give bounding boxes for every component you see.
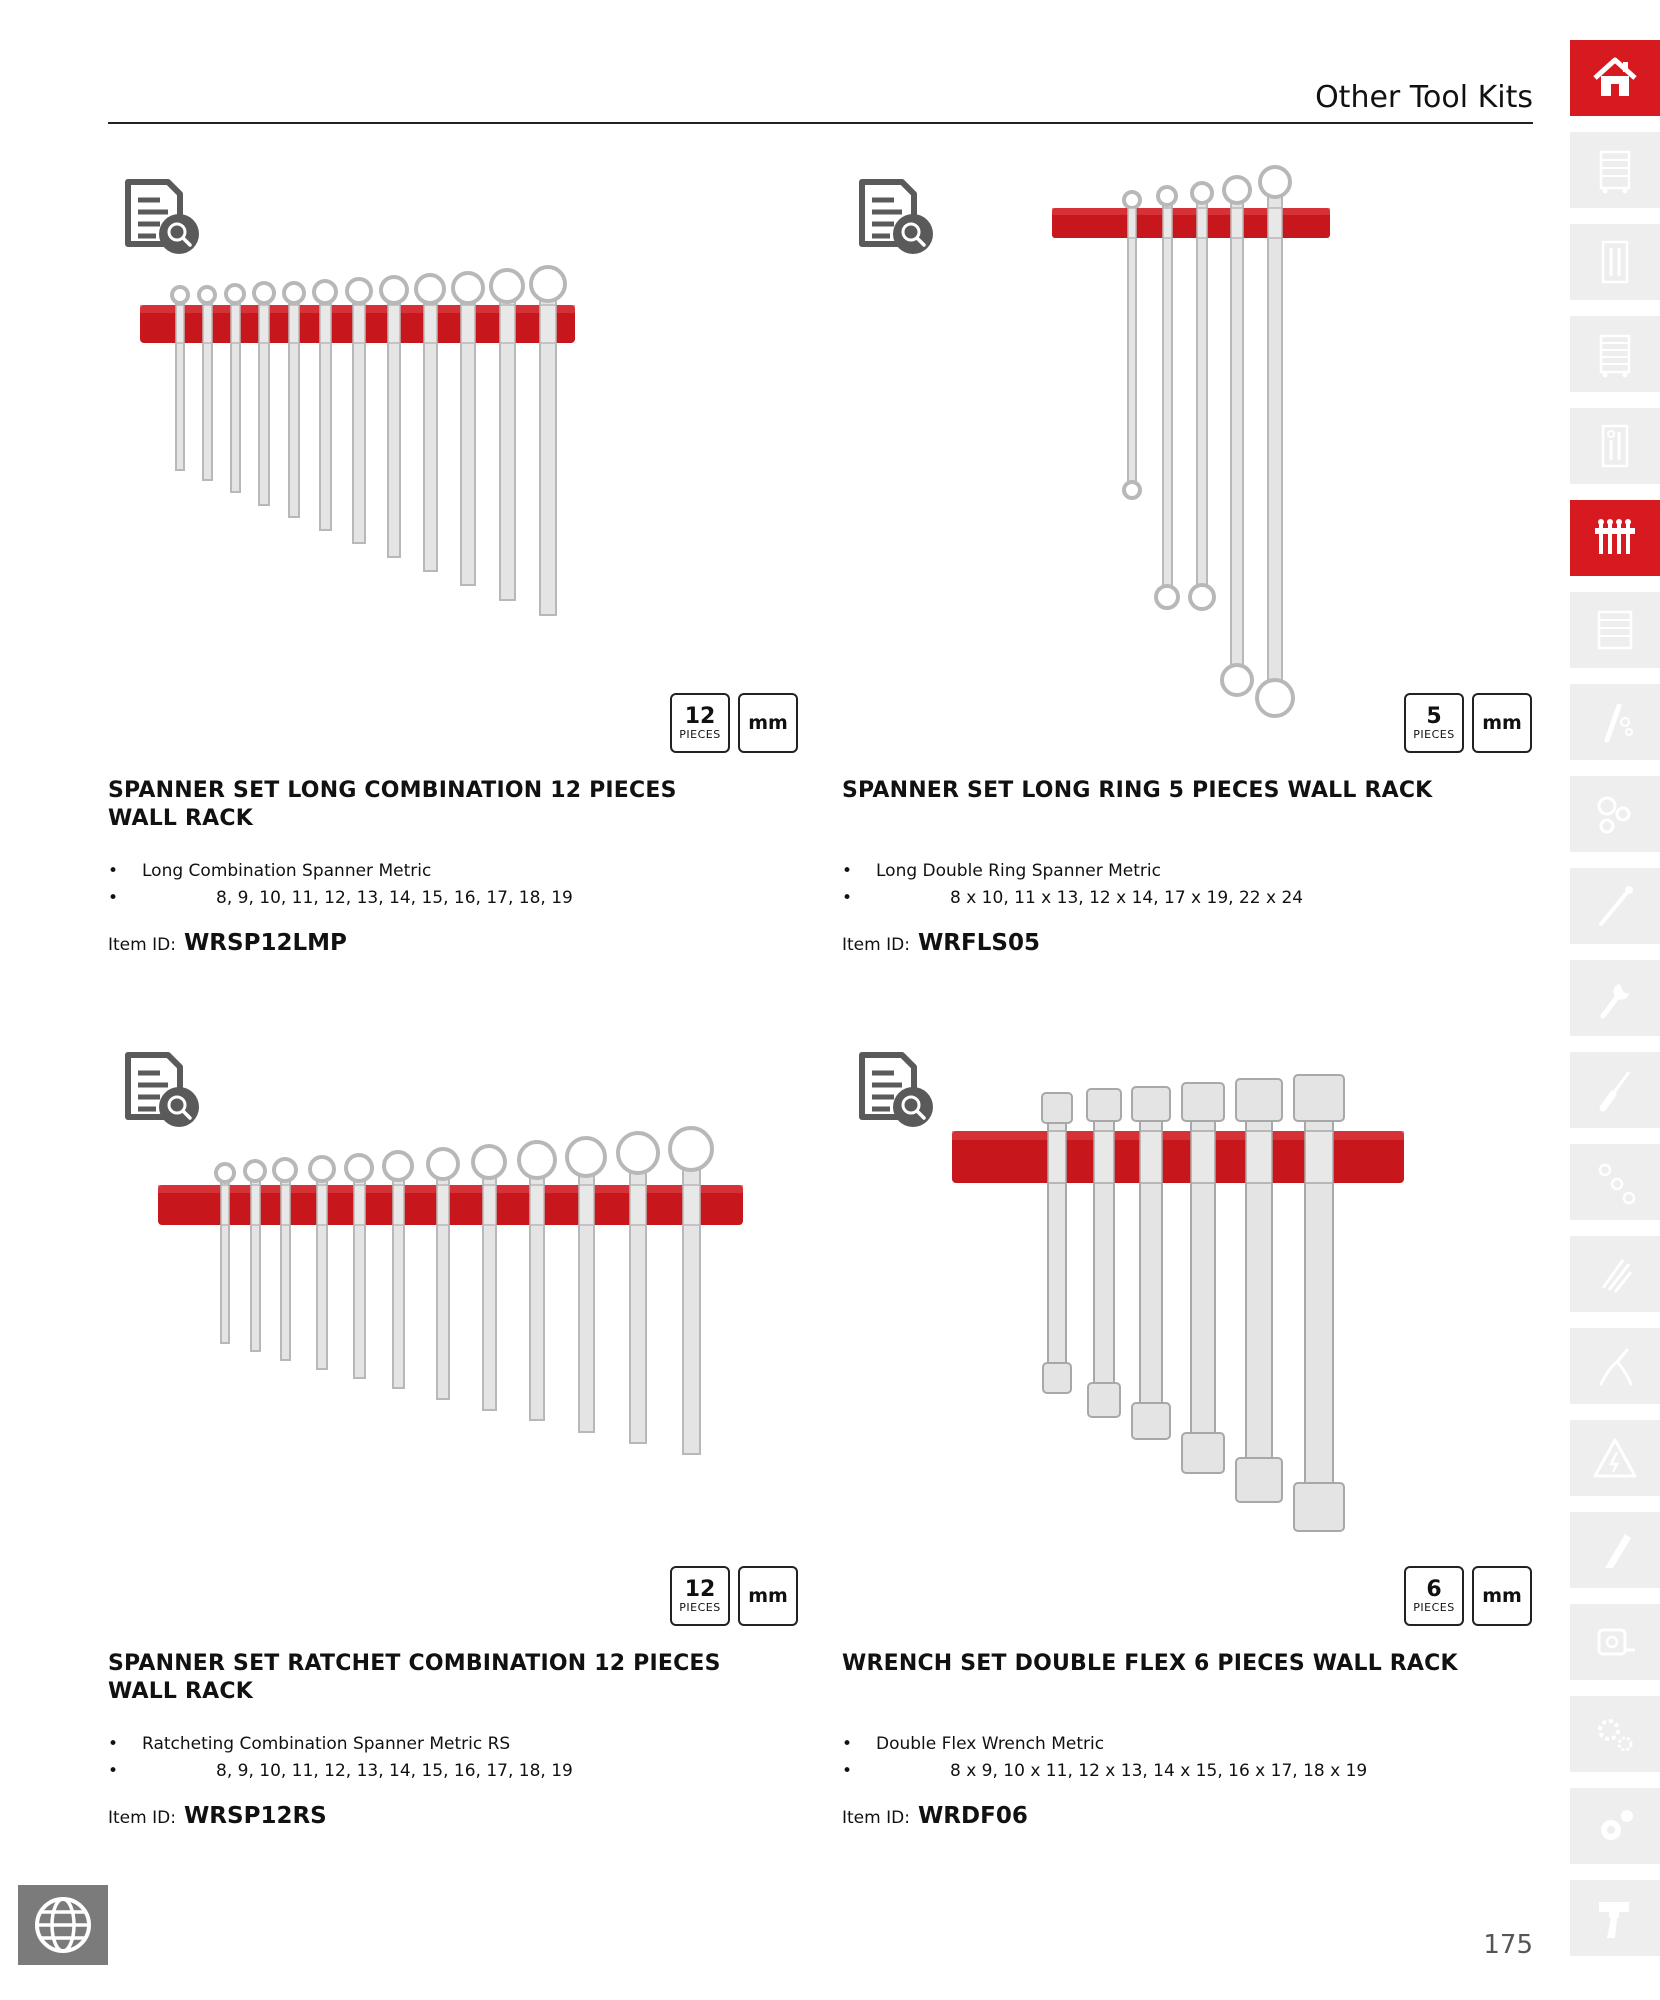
item-id-value: WRSP12LMP	[183, 930, 347, 956]
home-icon	[1589, 52, 1641, 104]
unit-label: mm	[748, 1585, 788, 1607]
unit-label: mm	[748, 712, 788, 734]
measuring-tape-icon	[1589, 1616, 1641, 1668]
unit-badge	[738, 1566, 798, 1626]
product-title: SPANNER SET LONG COMBINATION 12 PIECES WALL RACK	[108, 778, 677, 831]
product-card	[842, 1033, 1532, 1903]
item-id-label: Item ID:	[108, 1808, 176, 1828]
sidebar-item-multitool[interactable]	[1570, 1236, 1660, 1312]
unit-badge	[1472, 1566, 1532, 1626]
sidebar-item-wall-rack-tools[interactable]	[1570, 500, 1660, 576]
product-specs	[842, 858, 1303, 912]
sidebar-item-sockets[interactable]	[1570, 684, 1660, 760]
unit-label: mm	[1482, 712, 1522, 734]
spec-item: • 8 x 10, 11 x 13, 12 x 14, 17 x 19, 22 x 24	[842, 885, 1303, 912]
sidebar-item-bits[interactable]	[1570, 1144, 1660, 1220]
tool-cabinet-icon	[1589, 144, 1641, 196]
electrical-warning-icon	[1589, 1432, 1641, 1484]
unit-badge	[1472, 693, 1532, 753]
sidebar-item-extension-bar[interactable]	[1570, 868, 1660, 944]
sockets-icon	[1589, 696, 1641, 748]
product-specs	[108, 858, 573, 912]
pieces-badge	[1404, 1566, 1464, 1626]
wall-rack-tools-icon	[1589, 512, 1641, 564]
product-specs	[108, 1731, 573, 1785]
product-card	[842, 160, 1532, 1030]
globe-icon	[32, 1894, 94, 1956]
pieces-count: 12	[684, 703, 716, 729]
sidebar-item-roller-cabinet[interactable]	[1570, 316, 1660, 392]
spec-badges	[670, 693, 798, 753]
spec-item: • 8 x 9, 10 x 11, 12 x 13, 14 x 15, 16 x 17, 18 x 19	[842, 1758, 1367, 1785]
spec-badges	[1404, 1566, 1532, 1626]
bits-icon	[1589, 1156, 1641, 1208]
sidebar-item-tool-module[interactable]	[1570, 408, 1660, 484]
item-id	[842, 1803, 1028, 1829]
sidebar-item-electrical[interactable]	[1570, 1420, 1660, 1496]
pieces-label: PIECES	[1413, 727, 1455, 741]
gears-icon	[1589, 1708, 1641, 1760]
item-id-label: Item ID:	[842, 1808, 910, 1828]
pieces-label: PIECES	[679, 727, 721, 741]
sidebar-item-gears[interactable]	[1570, 1696, 1660, 1772]
website-button[interactable]	[18, 1885, 108, 1965]
pliers-icon	[1589, 1340, 1641, 1392]
sidebar-item-screwdriver[interactable]	[1570, 1052, 1660, 1128]
sidebar-item-pliers[interactable]	[1570, 1328, 1660, 1404]
spec-item: • 8, 9, 10, 11, 12, 13, 14, 15, 16, 17, 18, 19	[108, 885, 573, 912]
product-title: SPANNER SET LONG RING 5 PIECES WALL RACK	[842, 778, 1433, 803]
product-specs	[842, 1731, 1367, 1785]
document-search-icon[interactable]	[116, 170, 208, 262]
sidebar-item-drill[interactable]	[1570, 1880, 1660, 1956]
sidebar-item-tool-cabinet[interactable]	[1570, 132, 1660, 208]
spec-item: • Double Flex Wrench Metric	[842, 1731, 1367, 1758]
socket-set-icon	[1589, 788, 1641, 840]
extension-bar-icon	[1589, 880, 1641, 932]
spec-item: • Long Double Ring Spanner Metric	[842, 858, 1303, 885]
sidebar-item-workstation[interactable]	[1570, 592, 1660, 668]
sidebar-item-wrench[interactable]	[1570, 960, 1660, 1036]
pieces-count: 5	[1426, 703, 1442, 729]
product-card	[108, 160, 798, 1030]
item-id-value: WRSP12RS	[183, 1803, 327, 1829]
item-id-value: WRDF06	[917, 1803, 1028, 1829]
product-image-ratchet-combination[interactable]	[108, 1033, 798, 1633]
document-search-icon[interactable]	[850, 170, 942, 262]
workshop-gear-icon	[1589, 1800, 1641, 1852]
header-divider	[108, 122, 1533, 124]
unit-label: mm	[1482, 1585, 1522, 1607]
sidebar-item-cutter[interactable]	[1570, 1512, 1660, 1588]
pieces-count: 6	[1426, 1576, 1442, 1602]
pieces-label: PIECES	[1413, 1600, 1455, 1614]
item-id	[842, 930, 1040, 956]
product-image-double-flex[interactable]	[842, 1033, 1532, 1633]
wrench-icon	[1589, 972, 1641, 1024]
item-id	[108, 930, 347, 956]
sidebar-item-tool-tray[interactable]	[1570, 224, 1660, 300]
document-search-icon[interactable]	[850, 1043, 942, 1135]
document-search-icon[interactable]	[116, 1043, 208, 1135]
drill-icon	[1589, 1892, 1641, 1944]
sidebar-item-socket-set[interactable]	[1570, 776, 1660, 852]
pieces-badge	[670, 693, 730, 753]
spec-item: • 8, 9, 10, 11, 12, 13, 14, 15, 16, 17, 18, 19	[108, 1758, 573, 1785]
product-image-long-combination[interactable]	[108, 160, 798, 760]
pieces-label: PIECES	[679, 1600, 721, 1614]
pieces-count: 12	[684, 1576, 716, 1602]
roller-cabinet-icon	[1589, 328, 1641, 380]
spec-badges	[670, 1566, 798, 1626]
screwdriver-icon	[1589, 1064, 1641, 1116]
item-id-value: WRFLS05	[917, 930, 1040, 956]
spec-badges	[1404, 693, 1532, 753]
unit-badge	[738, 693, 798, 753]
cutter-icon	[1589, 1524, 1641, 1576]
sidebar-item-measuring[interactable]	[1570, 1604, 1660, 1680]
spec-item: • Ratcheting Combination Spanner Metric RS	[108, 1731, 573, 1758]
pieces-badge	[1404, 693, 1464, 753]
product-card	[108, 1033, 798, 1903]
sidebar-item-workshop[interactable]	[1570, 1788, 1660, 1864]
multitool-icon	[1589, 1248, 1641, 1300]
workstation-icon	[1589, 604, 1641, 656]
product-title: WRENCH SET DOUBLE FLEX 6 PIECES WALL RACK	[842, 1651, 1458, 1676]
pieces-badge	[670, 1566, 730, 1626]
page-number: 175	[1483, 1930, 1533, 1960]
sidebar-item-home[interactable]	[1570, 40, 1660, 116]
item-id-label: Item ID:	[842, 935, 910, 955]
spec-item: • Long Combination Spanner Metric	[108, 858, 573, 885]
page-title: Other Tool Kits	[1315, 80, 1533, 115]
tool-tray-icon	[1589, 236, 1641, 288]
item-id-label: Item ID:	[108, 935, 176, 955]
product-title: SPANNER SET RATCHET COMBINATION 12 PIECES WALL RACK	[108, 1651, 721, 1704]
item-id	[108, 1803, 327, 1829]
product-image-long-ring[interactable]	[842, 160, 1532, 760]
tool-module-icon	[1589, 420, 1641, 472]
